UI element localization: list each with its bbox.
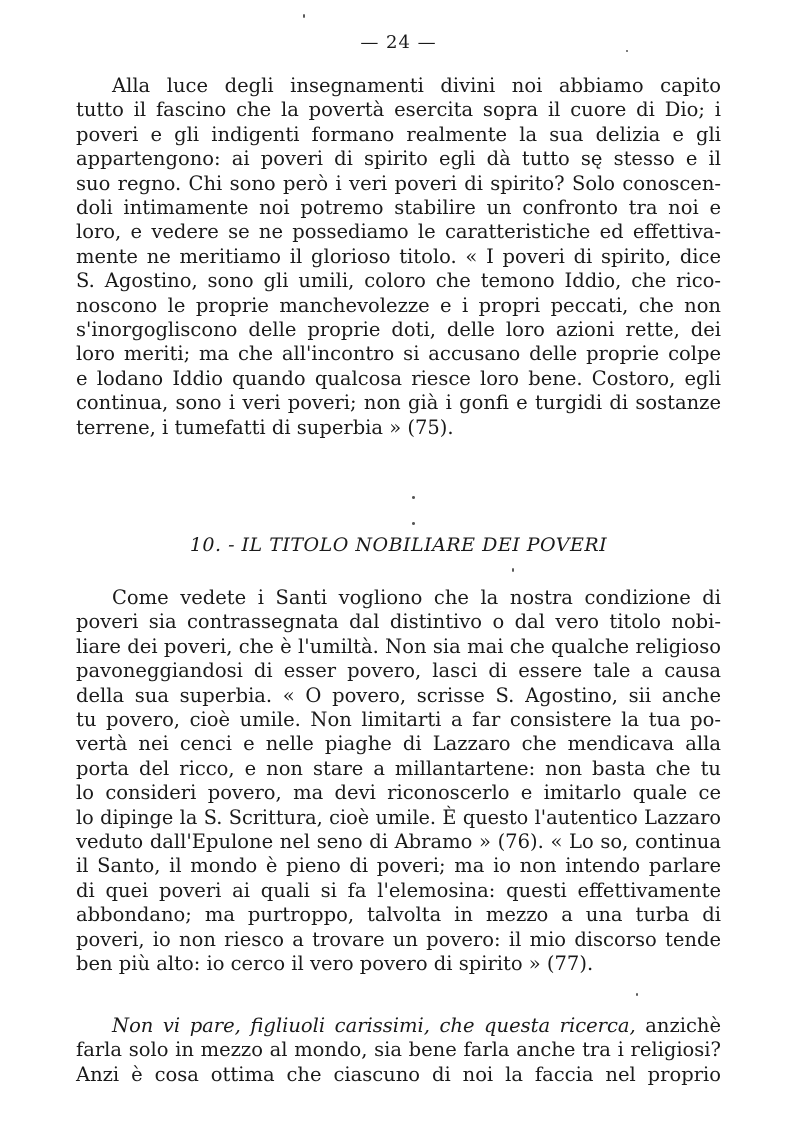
text-line: mente ne meritiamo il glorioso titolo. « I poveri di spirito, dice <box>76 244 721 268</box>
text-line: pavoneggiandosi di esser povero, lasci di essere tale a causa <box>76 659 721 683</box>
text-line: Anzi è cosa ottima che ciascuno di noi la faccia nel proprio <box>76 1062 721 1086</box>
text-line: appartengono: ai poveri di spirito egli dà tutto sę stesso e il <box>76 147 721 171</box>
text-line: vertà nei cenci e nelle piaghe di Lazzaro che mendicava alla <box>76 732 721 756</box>
text-line: veduto dall'Epulone nel seno di Abramo » (76). « Lo so, continua <box>76 830 721 854</box>
paragraph-1 <box>76 74 721 440</box>
section-heading: 10. - IL TITOLO NOBILIARE DEI POVERI <box>189 534 608 556</box>
text-line: poveri sia contrassegnata dal distintivo o dal vero titolo nobi- <box>76 610 721 634</box>
print-speck <box>512 568 514 572</box>
paragraph-3 <box>76 1014 721 1087</box>
text-line: porta del ricco, e non stare a millantartene: non basta che tu <box>76 756 721 780</box>
text-line: S. Agostino, sono gli umili, coloro che temono Iddio, che rico- <box>76 269 721 293</box>
page-number: — 24 — <box>360 32 437 53</box>
print-speck <box>303 14 305 18</box>
text-line: s'inorgogliscono delle proprie doti, delle loro azioni rette, dei <box>76 318 721 342</box>
print-speck <box>626 50 628 52</box>
text-line: di quei poveri ai quali si fa l'elemosina: questi effettivamente <box>76 878 721 902</box>
text-line: lo consideri povero, ma devi riconoscerlo e imitarlo quale ce <box>76 781 721 805</box>
text-line: il Santo, il mondo è pieno di poveri; ma io non intendo parlare <box>76 854 721 878</box>
text-line: noscono le proprie manchevolezze e i propri peccati, che non <box>76 293 721 317</box>
text-line: liare dei poveri, che è l'umiltà. Non sia mai che qualche religioso <box>76 634 721 658</box>
print-speck <box>636 993 638 996</box>
text-line: abbondano; ma purtroppo, talvolta in mezzo a una turba di <box>76 903 721 927</box>
text-line: tu povero, cioè umile. Non limitarti a far consistere la tua po- <box>76 708 721 732</box>
text-line: loro meriti; ma che all'incontro si accusano delle proprie colpe <box>76 342 721 366</box>
text-line: terrene, i tumefatti di superbia » (75). <box>76 415 454 439</box>
text-line: Alla luce degli insegnamenti divini noi abbiamo capito <box>112 74 721 97</box>
text-line: lo dipinge la S. Scrittura, cioè umile. È questo l'autentico Lazzaro <box>76 805 721 829</box>
text-line: continua, sono i veri poveri; non già i gonfi e turgidi di sostanze <box>76 391 721 415</box>
italic-phrase: Non vi pare, figliuoli carissimi, che questa ricerca, <box>112 1014 636 1037</box>
text-line: loro, e vedere se ne possediamo le caratteristiche ed effettiva- <box>76 220 721 244</box>
text-line: tutto il fascino che la povertà esercita sopra il cuore di Dio; i <box>76 98 721 122</box>
print-speck <box>412 496 415 499</box>
text-line: suo regno. Chi sono però i veri poveri di spirito? Solo conoscen- <box>76 171 721 195</box>
print-speck <box>412 522 415 525</box>
text-line: poveri, io non riesco a trovare un povero: il mio discorso tende <box>76 927 721 951</box>
text-run: anzichè <box>635 1014 721 1037</box>
paragraph-2 <box>76 586 721 977</box>
text-line: ben più alto: io cerco il vero povero di spirito » (77). <box>76 952 594 976</box>
text-line: della sua superbia. « O povero, scrisse S. Agostino, sii anche <box>76 683 721 707</box>
text-line: poveri e gli indigenti formano realmente la sua delizia e gli <box>76 122 721 146</box>
text-line: Come vedete i Santi vogliono che la nostra condizione di <box>112 586 721 609</box>
text-line: e lodano Iddio quando qualcosa riesce loro bene. Costoro, egli <box>76 366 721 390</box>
text-line: farla solo in mezzo al mondo, sia bene farla anche tra i religiosi? <box>76 1038 721 1062</box>
text-line <box>76 1014 721 1038</box>
text-line: doli intimamente noi potremo stabilire un confronto tra noi e <box>76 196 721 220</box>
